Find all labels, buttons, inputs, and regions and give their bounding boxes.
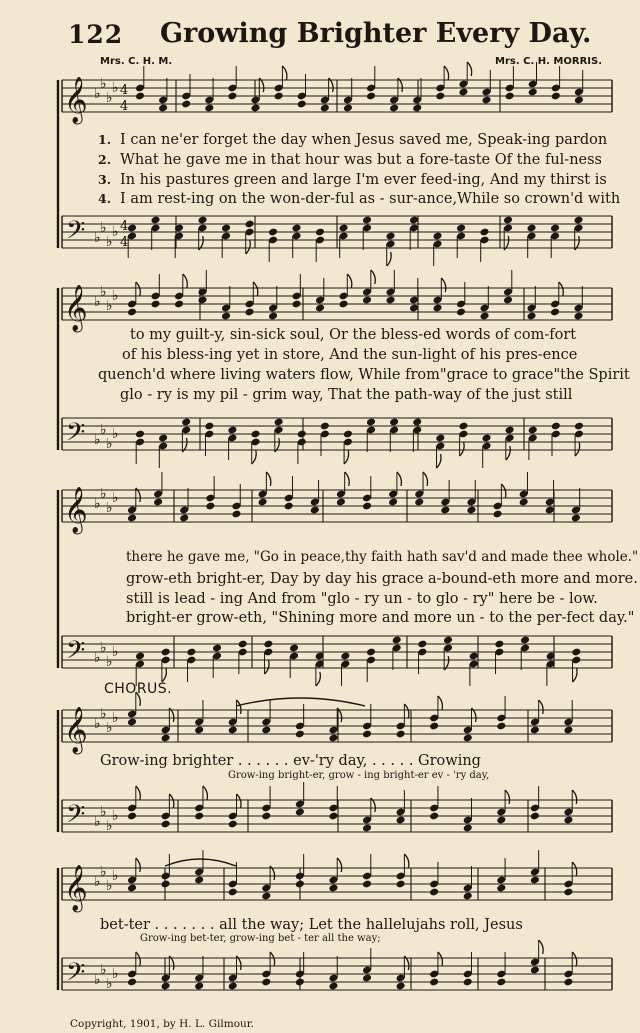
note-head bbox=[261, 812, 271, 821]
note-head bbox=[530, 966, 540, 975]
note-head bbox=[179, 514, 189, 523]
hymn-title: Growing Brighter Every Day. bbox=[160, 18, 592, 49]
note-head bbox=[197, 216, 207, 225]
verse-line: 4. I am rest-ing on the won-der-ful as - sur-ance,While so crown'd with bbox=[98, 191, 621, 207]
note-head bbox=[320, 104, 330, 113]
note-head bbox=[385, 232, 395, 241]
time-sig-icon: 4 bbox=[120, 235, 129, 250]
verse-line: quench'd where living waters flow, While from"grace to grace"the Spirit bbox=[98, 367, 630, 383]
flat-icon: ♭ bbox=[106, 976, 113, 992]
note-head bbox=[493, 510, 503, 519]
flat-icon: ♭ bbox=[106, 234, 113, 250]
flat-icon: ♭ bbox=[106, 500, 113, 516]
note-head bbox=[396, 816, 406, 825]
note-flag bbox=[344, 450, 349, 464]
treble-clef-icon: 𝄞 bbox=[64, 77, 88, 123]
note-head bbox=[244, 308, 254, 317]
note-head bbox=[204, 422, 214, 431]
note-flag bbox=[539, 700, 544, 714]
note-head bbox=[466, 506, 476, 515]
note-head bbox=[362, 974, 372, 983]
note-flag bbox=[438, 952, 443, 966]
flat-icon: ♭ bbox=[106, 720, 113, 736]
chorus-alt-line: Grow-ing bright-er, grow - ing bright-er ev - 'ry day, bbox=[228, 770, 490, 781]
note-flag bbox=[347, 274, 352, 288]
note-head bbox=[503, 296, 513, 305]
note-head bbox=[338, 224, 348, 233]
note-head bbox=[528, 88, 538, 97]
note-head bbox=[366, 92, 376, 101]
note-head bbox=[503, 216, 513, 225]
note-head bbox=[263, 640, 273, 649]
note-head bbox=[574, 96, 584, 105]
note-head bbox=[414, 498, 424, 507]
note-head bbox=[362, 880, 372, 889]
verse-line: grow-eth bright-er, Day by day his grace a-bound-eth more and more. bbox=[126, 571, 638, 587]
note-flag bbox=[371, 270, 376, 284]
note-head bbox=[261, 978, 271, 987]
note-head bbox=[194, 726, 204, 735]
note-head bbox=[505, 92, 515, 101]
flat-icon: ♭ bbox=[106, 436, 113, 452]
note-flag bbox=[397, 472, 402, 486]
flat-icon: ♭ bbox=[112, 490, 119, 506]
flat-icon: ♭ bbox=[106, 90, 113, 106]
note-flag bbox=[252, 450, 257, 464]
note-head bbox=[563, 888, 573, 897]
note-flag bbox=[253, 282, 257, 296]
note-head bbox=[458, 88, 468, 97]
note-head bbox=[338, 300, 348, 309]
note-flag bbox=[270, 952, 275, 966]
note-head bbox=[396, 982, 406, 991]
verse-line: of his bless-ing yet in store, And the sun-light of his pres-ence bbox=[122, 347, 578, 363]
note-head bbox=[212, 644, 222, 653]
flat-icon: ♭ bbox=[106, 298, 113, 314]
note-flag bbox=[203, 786, 208, 800]
note-flag bbox=[505, 790, 510, 804]
note-head bbox=[161, 734, 171, 743]
note-head bbox=[228, 726, 238, 735]
note-head bbox=[328, 734, 338, 743]
note-flag bbox=[282, 66, 287, 80]
note-head bbox=[366, 648, 376, 657]
note-head bbox=[221, 224, 231, 233]
flat-icon: ♭ bbox=[94, 814, 101, 830]
flat-icon: ♭ bbox=[100, 864, 107, 880]
note-flag bbox=[316, 672, 321, 686]
chorus-label: CHORUS. bbox=[104, 681, 173, 697]
note-head bbox=[161, 982, 171, 991]
note-head bbox=[385, 296, 395, 305]
note-head bbox=[389, 104, 399, 113]
note-head bbox=[205, 502, 215, 511]
note-head bbox=[429, 888, 439, 897]
note-head bbox=[362, 296, 372, 305]
note-head bbox=[571, 514, 581, 523]
note-head bbox=[396, 880, 406, 889]
note-head bbox=[496, 722, 506, 731]
flat-icon: ♭ bbox=[106, 818, 113, 834]
flat-icon: ♭ bbox=[94, 86, 101, 102]
note-head bbox=[150, 300, 160, 309]
note-head bbox=[228, 820, 238, 829]
treble-clef-icon: 𝄞 bbox=[64, 707, 88, 753]
flat-icon: ♭ bbox=[100, 220, 107, 236]
note-head bbox=[571, 648, 581, 657]
note-flag bbox=[437, 454, 442, 468]
note-head bbox=[496, 978, 506, 987]
note-head bbox=[362, 730, 372, 739]
note-head bbox=[550, 308, 560, 317]
note-head bbox=[328, 982, 338, 991]
note-head bbox=[463, 734, 473, 743]
note-head bbox=[550, 224, 560, 233]
note-head bbox=[161, 880, 171, 889]
note-head bbox=[463, 824, 473, 833]
flat-icon: ♭ bbox=[94, 716, 101, 732]
note-head bbox=[135, 430, 145, 439]
note-head bbox=[127, 514, 137, 523]
flat-icon: ♭ bbox=[100, 486, 107, 502]
note-head bbox=[362, 824, 372, 833]
note-flag bbox=[265, 660, 270, 674]
note-flag bbox=[559, 282, 564, 296]
note-head bbox=[563, 978, 573, 987]
note-head bbox=[284, 502, 294, 511]
note-head bbox=[530, 726, 540, 735]
note-head bbox=[261, 726, 271, 735]
note-head bbox=[244, 220, 254, 229]
note-head bbox=[469, 652, 479, 661]
note-head bbox=[366, 418, 376, 427]
bass-clef-icon: 𝄢 bbox=[66, 636, 86, 671]
verse-line: 3. In his pastures green and large I'm ever feed-ing, And my thirst is bbox=[98, 172, 607, 188]
note-flag bbox=[136, 786, 141, 800]
note-head bbox=[297, 100, 307, 109]
verse-line: to my guilt-y, sin-sick soul, Or the bless-ed words of com-fort bbox=[130, 327, 577, 343]
note-flag bbox=[169, 794, 174, 808]
note-head bbox=[494, 640, 504, 649]
note-head bbox=[526, 224, 536, 233]
note-head bbox=[194, 812, 204, 821]
chorus-line: bet-ter . . . . . . . all the way; Let the hallelujahs roll, Jesus bbox=[100, 917, 523, 933]
note-head bbox=[362, 502, 372, 511]
flat-icon: ♭ bbox=[112, 710, 119, 726]
note-head bbox=[127, 978, 137, 987]
flat-icon: ♭ bbox=[100, 706, 107, 722]
flat-icon: ♭ bbox=[94, 874, 101, 890]
note-head bbox=[496, 884, 506, 893]
note-head bbox=[231, 510, 241, 519]
note-head bbox=[389, 418, 399, 427]
note-head bbox=[186, 648, 196, 657]
note-flag bbox=[337, 858, 342, 872]
note-head bbox=[261, 892, 271, 901]
flat-icon: ♭ bbox=[94, 230, 101, 246]
note-head bbox=[336, 498, 346, 507]
flat-icon: ♭ bbox=[100, 76, 107, 92]
flat-icon: ♭ bbox=[100, 422, 107, 438]
note-flag bbox=[183, 274, 188, 288]
note-head bbox=[481, 434, 491, 443]
note-head bbox=[343, 430, 353, 439]
time-sig-icon: 4 bbox=[120, 99, 129, 114]
bass-clef-icon: 𝄢 bbox=[66, 800, 86, 835]
note-head bbox=[315, 228, 325, 237]
note-head bbox=[181, 100, 191, 109]
note-flag bbox=[423, 472, 428, 486]
note-head bbox=[228, 982, 238, 991]
note-head bbox=[479, 312, 489, 321]
flat-icon: ♭ bbox=[94, 650, 101, 666]
bass-clef-icon: 𝄢 bbox=[66, 418, 86, 453]
verse-line: 1. I can ne'er forget the day when Jesus saved me, Speak-ing pardon bbox=[98, 132, 608, 148]
note-head bbox=[320, 422, 330, 431]
note-head bbox=[328, 884, 338, 893]
flat-icon: ♭ bbox=[106, 654, 113, 670]
note-flag bbox=[162, 668, 167, 682]
note-head bbox=[268, 228, 278, 237]
note-head bbox=[573, 312, 583, 321]
flat-icon: ♭ bbox=[112, 224, 119, 240]
flat-icon: ♭ bbox=[112, 966, 119, 982]
note-head bbox=[496, 816, 506, 825]
note-head bbox=[563, 816, 573, 825]
note-flag bbox=[387, 252, 392, 266]
note-head bbox=[227, 426, 237, 435]
note-head bbox=[194, 982, 204, 991]
note-head bbox=[291, 300, 301, 309]
note-head bbox=[238, 640, 248, 649]
treble-clef-icon: 𝄞 bbox=[64, 285, 88, 331]
note-head bbox=[135, 92, 145, 101]
time-sig-icon: 4 bbox=[120, 219, 129, 234]
note-head bbox=[574, 422, 584, 431]
note-head bbox=[161, 820, 171, 829]
note-head bbox=[563, 726, 573, 735]
note-head bbox=[150, 216, 160, 225]
flat-icon: ♭ bbox=[112, 426, 119, 442]
note-head bbox=[250, 430, 260, 439]
note-head bbox=[519, 498, 529, 507]
flat-icon: ♭ bbox=[100, 804, 107, 820]
bass-clef-icon: 𝄢 bbox=[66, 958, 86, 993]
note-head bbox=[158, 434, 168, 443]
note-head bbox=[573, 216, 583, 225]
hymn-number: 122 bbox=[68, 20, 124, 49]
note-head bbox=[161, 648, 171, 657]
verse-line: glo - ry is my pil - grim way, That the path-way of the just still bbox=[120, 387, 573, 403]
note-head bbox=[528, 426, 538, 435]
note-flag bbox=[444, 66, 449, 80]
note-head bbox=[530, 876, 540, 885]
note-head bbox=[127, 224, 137, 233]
note-head bbox=[127, 884, 137, 893]
chorus-alt-line: Grow-ing bet-ter, grow-ing bet - ter all the way; bbox=[140, 933, 381, 944]
note-head bbox=[227, 92, 237, 101]
note-head bbox=[127, 812, 137, 821]
note-head bbox=[551, 92, 561, 101]
note-flag bbox=[460, 442, 465, 456]
flat-icon: ♭ bbox=[106, 878, 113, 894]
note-head bbox=[520, 636, 530, 645]
note-flag bbox=[575, 442, 580, 456]
note-head bbox=[268, 312, 278, 321]
verse-line: there he gave me, "Go in peace,thy faith hath sav'd and made thee whole." bbox=[126, 549, 639, 565]
note-head bbox=[463, 978, 473, 987]
note-flag bbox=[404, 854, 409, 868]
note-head bbox=[429, 722, 439, 731]
note-flag bbox=[345, 472, 350, 486]
note-head bbox=[158, 104, 168, 113]
note-head bbox=[295, 730, 305, 739]
note-head bbox=[463, 892, 473, 901]
tie-slur bbox=[165, 859, 236, 866]
copyright-notice: Copyright, 1901, by H. L. Gilmour. bbox=[70, 1018, 254, 1030]
note-head bbox=[551, 422, 561, 431]
note-head bbox=[479, 228, 489, 237]
flat-icon: ♭ bbox=[94, 496, 101, 512]
note-flag bbox=[237, 700, 242, 714]
note-flag bbox=[136, 282, 141, 296]
note-head bbox=[204, 104, 214, 113]
note-flag bbox=[438, 696, 443, 710]
note-flag bbox=[572, 862, 577, 876]
verse-line: bright-er grow-eth, "Shining more and more un - to the per-fect day." bbox=[126, 610, 635, 626]
treble-clef-icon: 𝄞 bbox=[64, 487, 88, 533]
chorus-line: Grow-ing brighter . . . . . . ev-'ry day, . . . . . Growing bbox=[100, 753, 481, 769]
note-head bbox=[412, 104, 422, 113]
note-head bbox=[174, 300, 184, 309]
note-head bbox=[526, 312, 536, 321]
treble-clef-icon: 𝄞 bbox=[64, 865, 88, 911]
note-flag bbox=[246, 240, 251, 254]
note-head bbox=[443, 636, 453, 645]
note-head bbox=[315, 304, 325, 313]
note-head bbox=[194, 876, 204, 885]
note-head bbox=[197, 296, 207, 305]
note-head bbox=[362, 216, 372, 225]
note-head bbox=[440, 506, 450, 515]
note-flag bbox=[573, 668, 578, 682]
note-head bbox=[505, 426, 515, 435]
note-head bbox=[340, 652, 350, 661]
note-head bbox=[432, 304, 442, 313]
note-head bbox=[295, 808, 305, 817]
note-flag bbox=[404, 704, 409, 718]
words-credit: Mrs. C. H. M. bbox=[100, 56, 173, 67]
note-head bbox=[127, 308, 137, 317]
flat-icon: ♭ bbox=[94, 432, 101, 448]
note-flag bbox=[266, 472, 271, 486]
note-head bbox=[127, 718, 137, 727]
note-head bbox=[297, 430, 307, 439]
time-sig-icon: 4 bbox=[120, 83, 129, 98]
flat-icon: ♭ bbox=[112, 868, 119, 884]
note-head bbox=[135, 652, 145, 661]
flat-icon: ♭ bbox=[112, 288, 119, 304]
note-head bbox=[258, 498, 268, 507]
note-flag bbox=[572, 790, 577, 804]
note-head bbox=[153, 498, 163, 507]
note-head bbox=[417, 640, 427, 649]
note-head bbox=[289, 644, 299, 653]
note-flag bbox=[136, 858, 141, 872]
note-head bbox=[328, 812, 338, 821]
note-head bbox=[412, 418, 422, 427]
note-head bbox=[274, 418, 284, 427]
note-head bbox=[458, 422, 468, 431]
bass-clef-icon: 𝄢 bbox=[66, 216, 86, 251]
note-flag bbox=[506, 446, 511, 460]
note-flag bbox=[501, 484, 506, 498]
note-head bbox=[274, 92, 284, 101]
note-head bbox=[429, 978, 439, 987]
flat-icon: ♭ bbox=[94, 294, 101, 310]
flat-icon: ♭ bbox=[94, 972, 101, 988]
note-flag bbox=[237, 794, 242, 808]
verse-line: still is lead - ing And from "glo - ry un - to glo - ry" here be - low. bbox=[126, 591, 598, 607]
note-head bbox=[392, 636, 402, 645]
flat-icon: ♭ bbox=[112, 644, 119, 660]
note-flag bbox=[441, 278, 446, 292]
note-head bbox=[435, 92, 445, 101]
note-head bbox=[181, 418, 191, 427]
note-head bbox=[530, 812, 540, 821]
music-credit: Mrs. C. H. MORRIS. bbox=[495, 56, 602, 67]
flat-icon: ♭ bbox=[112, 808, 119, 824]
note-head bbox=[396, 730, 406, 739]
note-flag bbox=[467, 62, 472, 76]
note-flag bbox=[136, 952, 141, 966]
note-head bbox=[343, 104, 353, 113]
note-head bbox=[481, 96, 491, 105]
note-head bbox=[435, 434, 445, 443]
note-flag bbox=[572, 952, 577, 966]
note-head bbox=[429, 812, 439, 821]
flat-icon: ♭ bbox=[100, 284, 107, 300]
note-head bbox=[291, 224, 301, 233]
note-flag bbox=[539, 940, 544, 954]
verse-line: 2. What he gave me in that hour was but a fore-taste Of the ful-ness bbox=[98, 152, 602, 168]
note-head bbox=[545, 506, 555, 515]
note-head bbox=[310, 506, 320, 515]
flat-icon: ♭ bbox=[112, 80, 119, 96]
note-head bbox=[388, 498, 398, 507]
note-head bbox=[228, 888, 238, 897]
flat-icon: ♭ bbox=[100, 640, 107, 656]
note-head bbox=[432, 232, 442, 241]
note-head bbox=[456, 224, 466, 233]
note-head bbox=[221, 312, 231, 321]
tie-slur bbox=[236, 698, 365, 706]
flat-icon: ♭ bbox=[100, 962, 107, 978]
note-head bbox=[456, 308, 466, 317]
